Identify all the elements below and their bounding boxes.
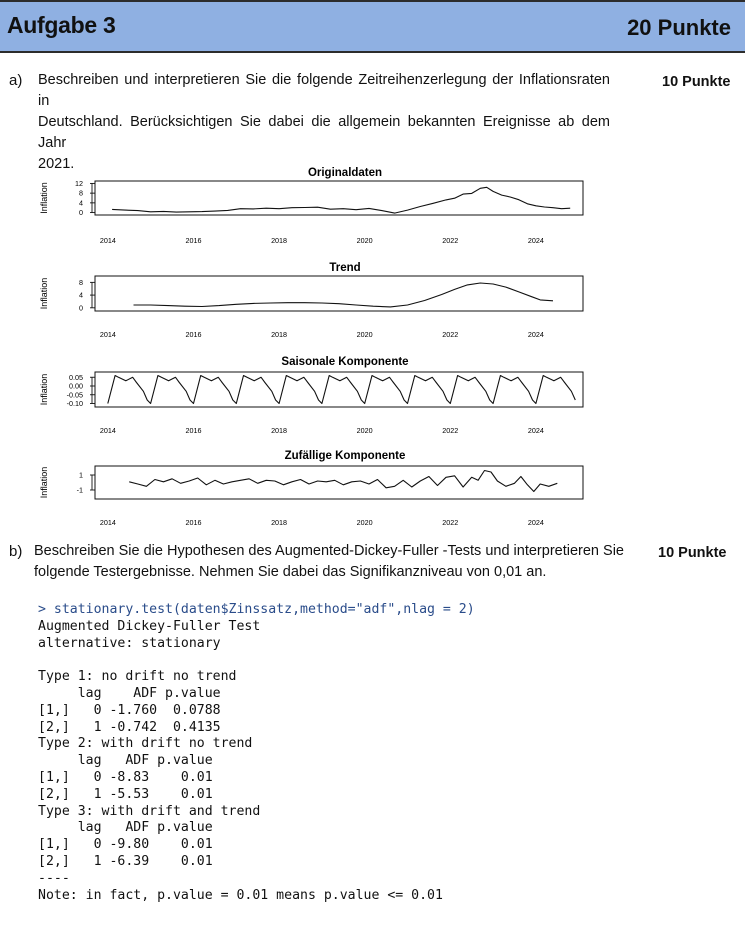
part-a-line: Beschreiben und interpretieren Sie die folgende Zeitreihenzerlegung der Inflationsraten in (38, 72, 610, 109)
r-output-line: lag ADF p.value (38, 685, 221, 701)
x-tick-label: 2020 (356, 330, 373, 339)
y-tick-label: -0.10 (66, 399, 83, 408)
r-output-line: [1,] 0 -9.80 0.01 (38, 837, 213, 853)
x-tick-label: 2022 (442, 426, 459, 435)
r-output-line: ---- (38, 870, 70, 886)
series-line (112, 187, 570, 213)
chart-title: Trend (329, 262, 361, 274)
r-output-line: alternative: stationary (38, 635, 221, 651)
x-tick-label: 2018 (271, 518, 288, 527)
x-tick-label: 2024 (527, 426, 544, 435)
y-tick-label: -0.05 (66, 390, 83, 400)
chart-ylabel: Inflation (39, 182, 49, 214)
r-output-line: [1,] 0 -8.83 0.01 (38, 769, 213, 785)
chart-ylabel: Inflation (39, 277, 49, 310)
chart-frame (95, 181, 583, 215)
x-tick-label: 2016 (185, 236, 202, 245)
y-tick-label: 8 (79, 277, 83, 287)
x-tick-label: 2014 (99, 236, 116, 245)
part-b-points: 10 Punkte (658, 545, 727, 561)
x-tick-label: 2024 (527, 330, 544, 339)
y-tick-label: 0.05 (69, 372, 83, 382)
r-output-line: Type 3: with drift and trend (38, 803, 261, 819)
task-title: Aufgabe 3 (7, 12, 116, 38)
r-output-lines (38, 619, 475, 905)
r-output-line: Type 2: with drift no trend (38, 736, 253, 752)
r-output (38, 602, 475, 904)
x-tick-label: 2014 (99, 518, 116, 527)
series-line (134, 283, 554, 307)
chart-title: Zufällige Komponente (284, 450, 406, 462)
x-tick-label: 2020 (356, 236, 373, 245)
x-tick-label: 2024 (527, 518, 544, 527)
r-output-line: [2,] 1 -5.53 0.01 (38, 786, 213, 802)
x-tick-label: 2022 (442, 518, 459, 527)
r-output-line (38, 652, 475, 669)
chart-frame (95, 372, 583, 407)
x-tick-label: 2024 (527, 236, 544, 245)
x-tick-label: 2016 (185, 426, 202, 435)
part-b-text (34, 541, 634, 583)
series-line (129, 471, 557, 492)
part-b-line: Beschreiben Sie die Hypothesen des Augmented-Dickey-Fuller -Tests und interpretieren Sie (34, 543, 624, 559)
series-line (108, 376, 576, 404)
chart-title: Originaldaten (307, 167, 383, 179)
y-tick-label: 0 (79, 303, 83, 313)
part-a-line: Deutschland. Berücksichtigen Sie dabei die allgemein bekannten Ereignisse ab dem Jahr (38, 114, 610, 151)
r-command: > stationary.test(daten$Zinssatz,method="adf",nlag = 2) (38, 602, 475, 617)
r-output-line: [2,] 1 -0.742 0.4135 (38, 719, 221, 735)
y-tick-label: 1 (79, 470, 83, 480)
y-tick-label: 8 (79, 188, 83, 198)
y-tick-label: -1 (76, 485, 83, 495)
x-tick-label: 2014 (99, 426, 116, 435)
r-output-line: [1,] 0 -1.760 0.0788 (38, 702, 221, 718)
part-a-line: 2021. (38, 156, 75, 172)
task-points: 20 Punkte (627, 15, 731, 40)
y-tick-label: 0.00 (69, 381, 83, 391)
y-tick-label: 4 (79, 290, 83, 300)
y-tick-label: 0 (79, 208, 83, 218)
part-a-label: a) (9, 72, 23, 89)
x-tick-label: 2022 (442, 330, 459, 339)
r-output-line: Note: in fact, p.value = 0.01 means p.value <= 0.01 (38, 887, 443, 903)
y-tick-label: 4 (79, 198, 83, 208)
chart-title: Saisonale Komponente (281, 356, 409, 368)
x-tick-label: 2020 (356, 518, 373, 527)
part-a-points: 10 Punkte (662, 74, 731, 90)
r-output-line: lag ADF p.value (38, 820, 213, 836)
r-output-line: Augmented Dickey-Fuller Test (38, 618, 261, 634)
x-tick-label: 2018 (271, 426, 288, 435)
r-output-line: [2,] 1 -6.39 0.01 (38, 853, 213, 869)
part-b-label: b) (9, 543, 23, 560)
x-tick-label: 2020 (356, 426, 373, 435)
x-tick-label: 2018 (271, 236, 288, 245)
chart-ylabel: Inflation (39, 466, 49, 499)
x-tick-label: 2018 (271, 330, 288, 339)
y-tick-label: 12 (75, 178, 83, 188)
x-tick-label: 2022 (442, 236, 459, 245)
x-tick-label: 2016 (185, 518, 202, 527)
part-b-line: folgende Testergebnisse. Nehmen Sie dabei das Signifikanzniveau von 0,01 an. (34, 564, 547, 580)
r-output-line: Type 1: no drift no trend (38, 669, 237, 685)
x-tick-label: 2014 (99, 330, 116, 339)
r-output-line: lag ADF p.value (38, 753, 213, 769)
chart-ylabel: Inflation (39, 373, 49, 406)
x-tick-label: 2016 (185, 330, 202, 339)
